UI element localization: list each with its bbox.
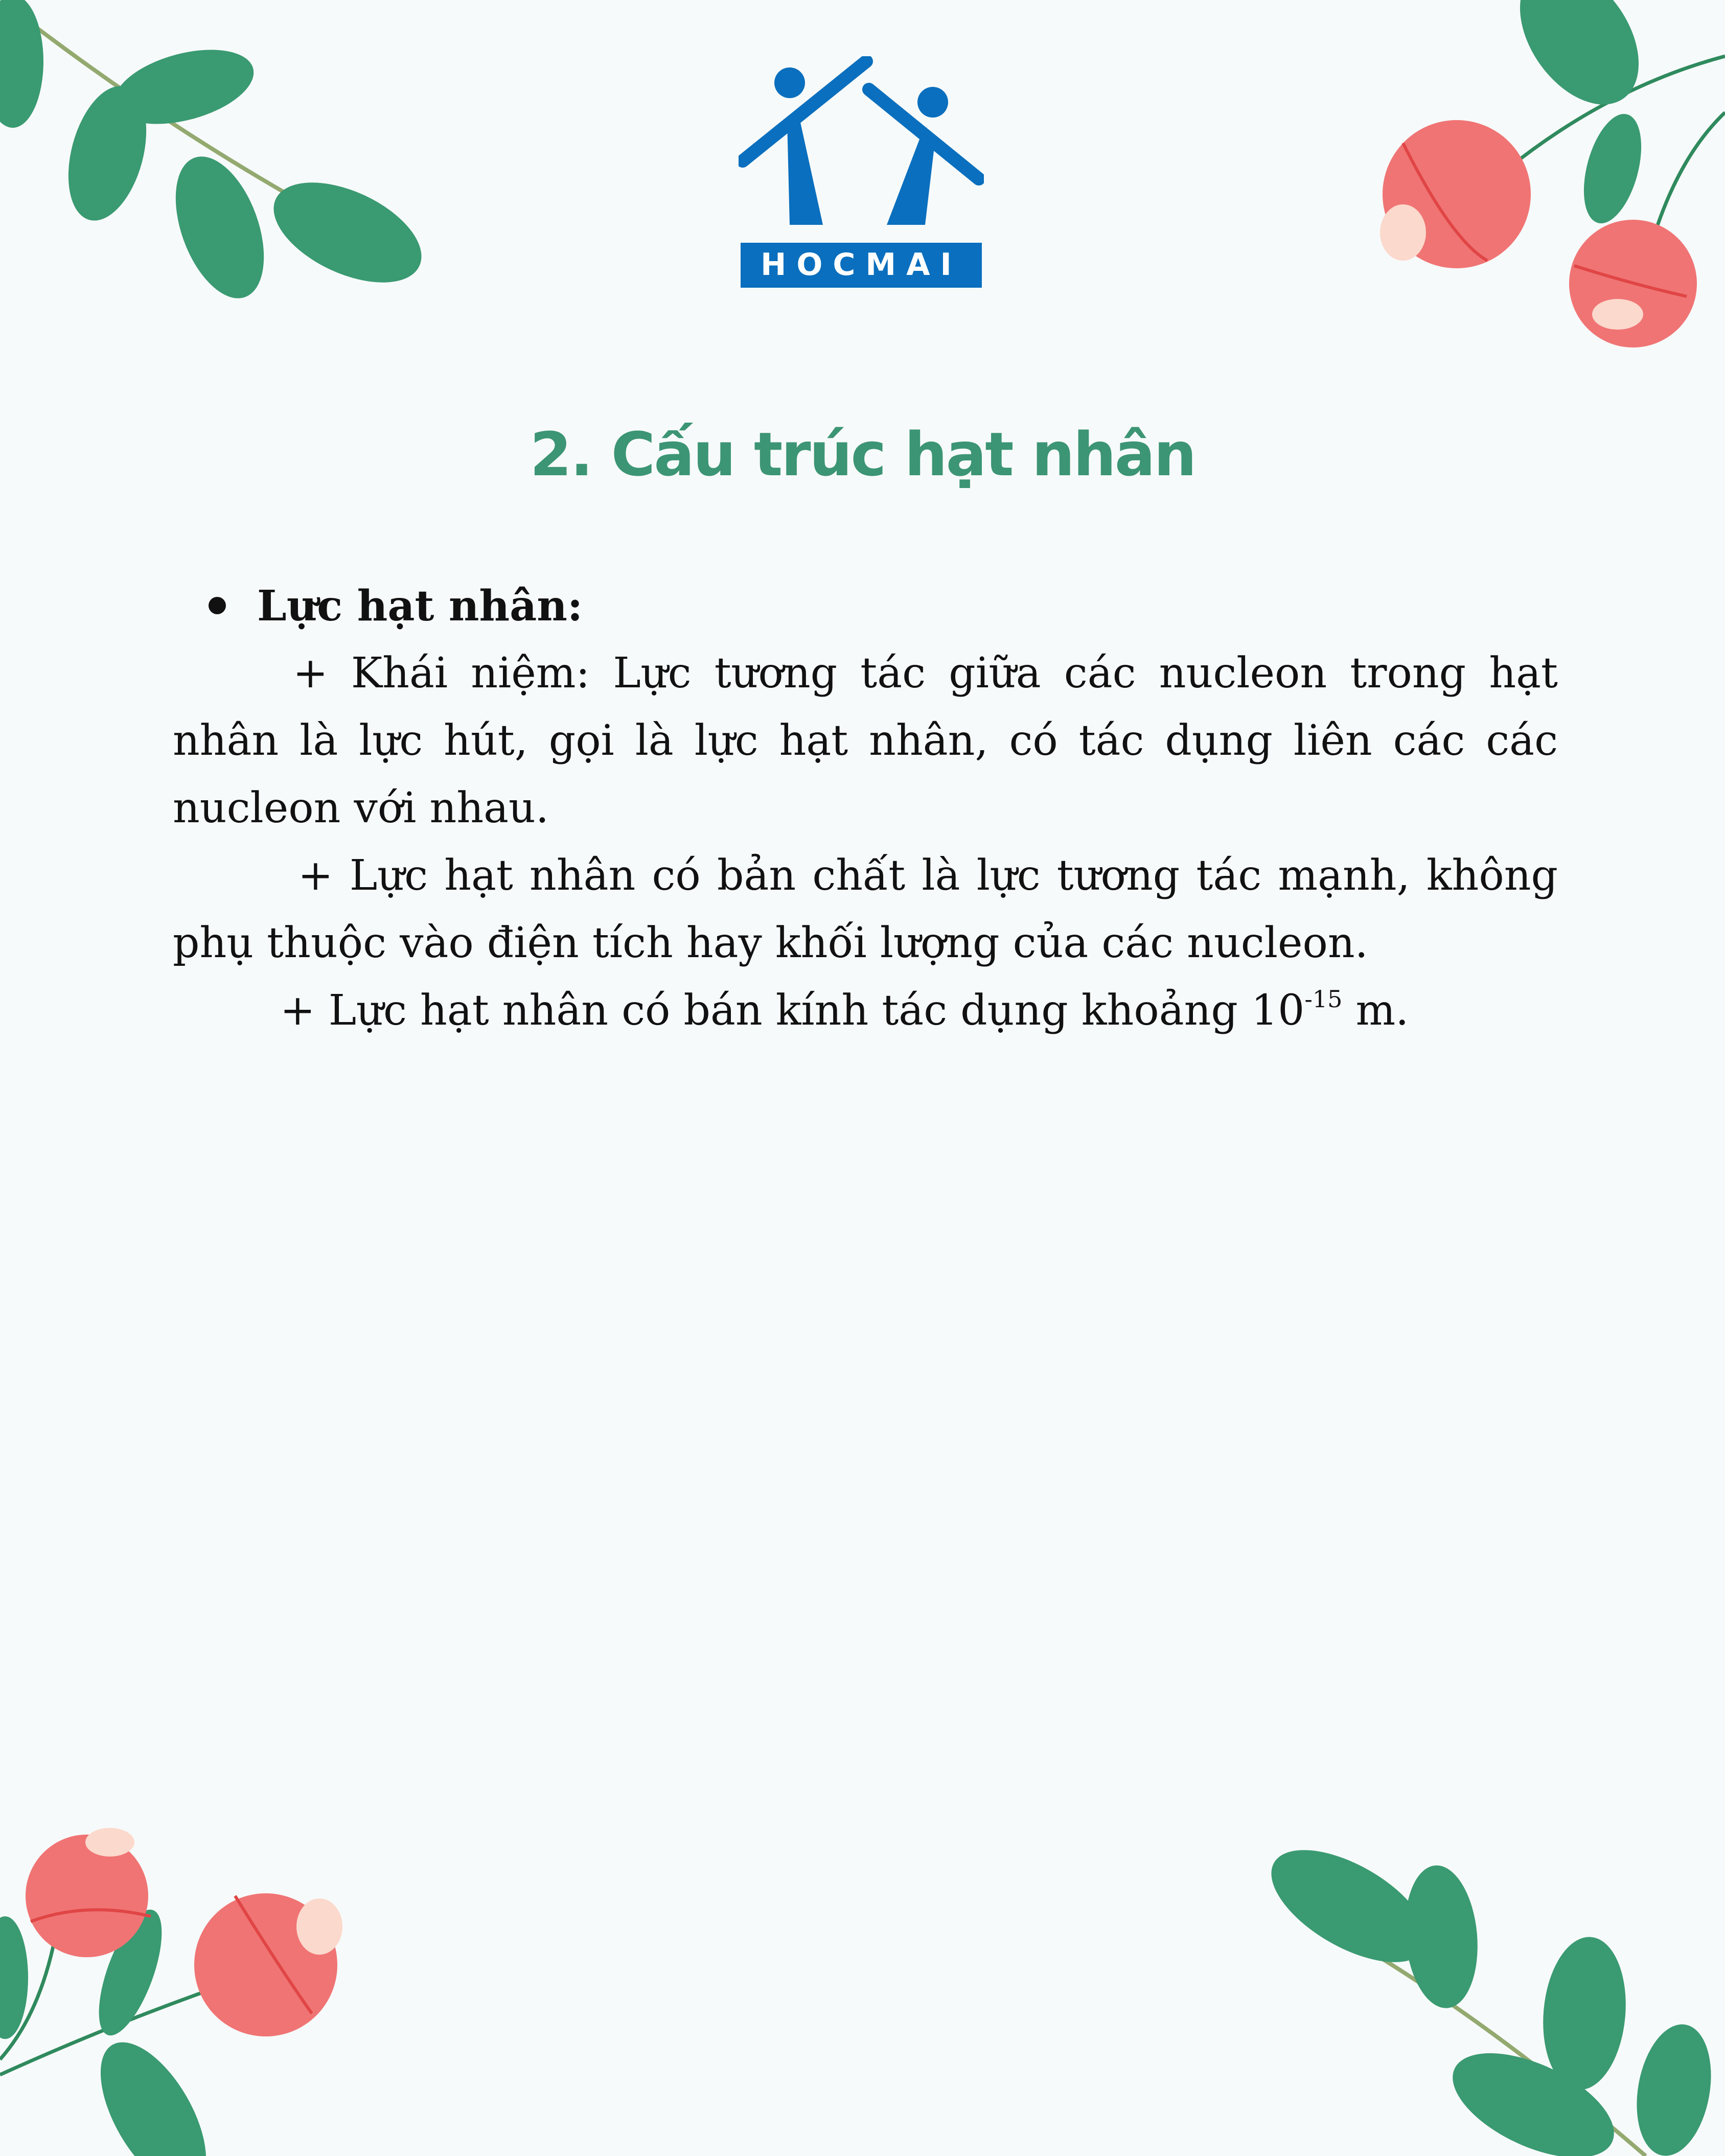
range-unit: m. <box>1342 986 1409 1035</box>
leaf-branch-top-left <box>0 0 460 317</box>
flower-branch-top-right <box>1354 0 1725 358</box>
leaf-branch-bottom-right <box>1227 1850 1725 2156</box>
range-text: + Lực hạt nhân có bán kính tác dụng khoảng 10 <box>280 986 1305 1035</box>
hocmai-logo <box>739 56 984 291</box>
paragraph-nature: + Lực hạt nhân có bản chất là lực tương tác mạnh, không phụ thuộc vào điện tích hay khối lượng của các nucleon. <box>173 851 1558 967</box>
paragraph-range <box>173 977 1558 1045</box>
range-exponent: -15 <box>1304 985 1343 1013</box>
flower-branch-bottom-left <box>0 1819 368 2156</box>
bullet-heading-text: Lực hạt nhân: <box>257 582 583 631</box>
logo-text: HOCMAI <box>761 247 962 283</box>
content <box>173 572 1558 1045</box>
paragraph-definition: + Khái niệm: Lực tương tác giữa các nucleon trong hạt nhân là lực hút, gọi là lực hạt nhân, có tác dụng liên các các nucleon với nhau. <box>173 649 1558 832</box>
bullet-heading <box>173 572 1558 640</box>
page-title: 2. Cấu trúc hạt nhân <box>530 419 1195 490</box>
bullet-dot-icon <box>209 597 226 614</box>
